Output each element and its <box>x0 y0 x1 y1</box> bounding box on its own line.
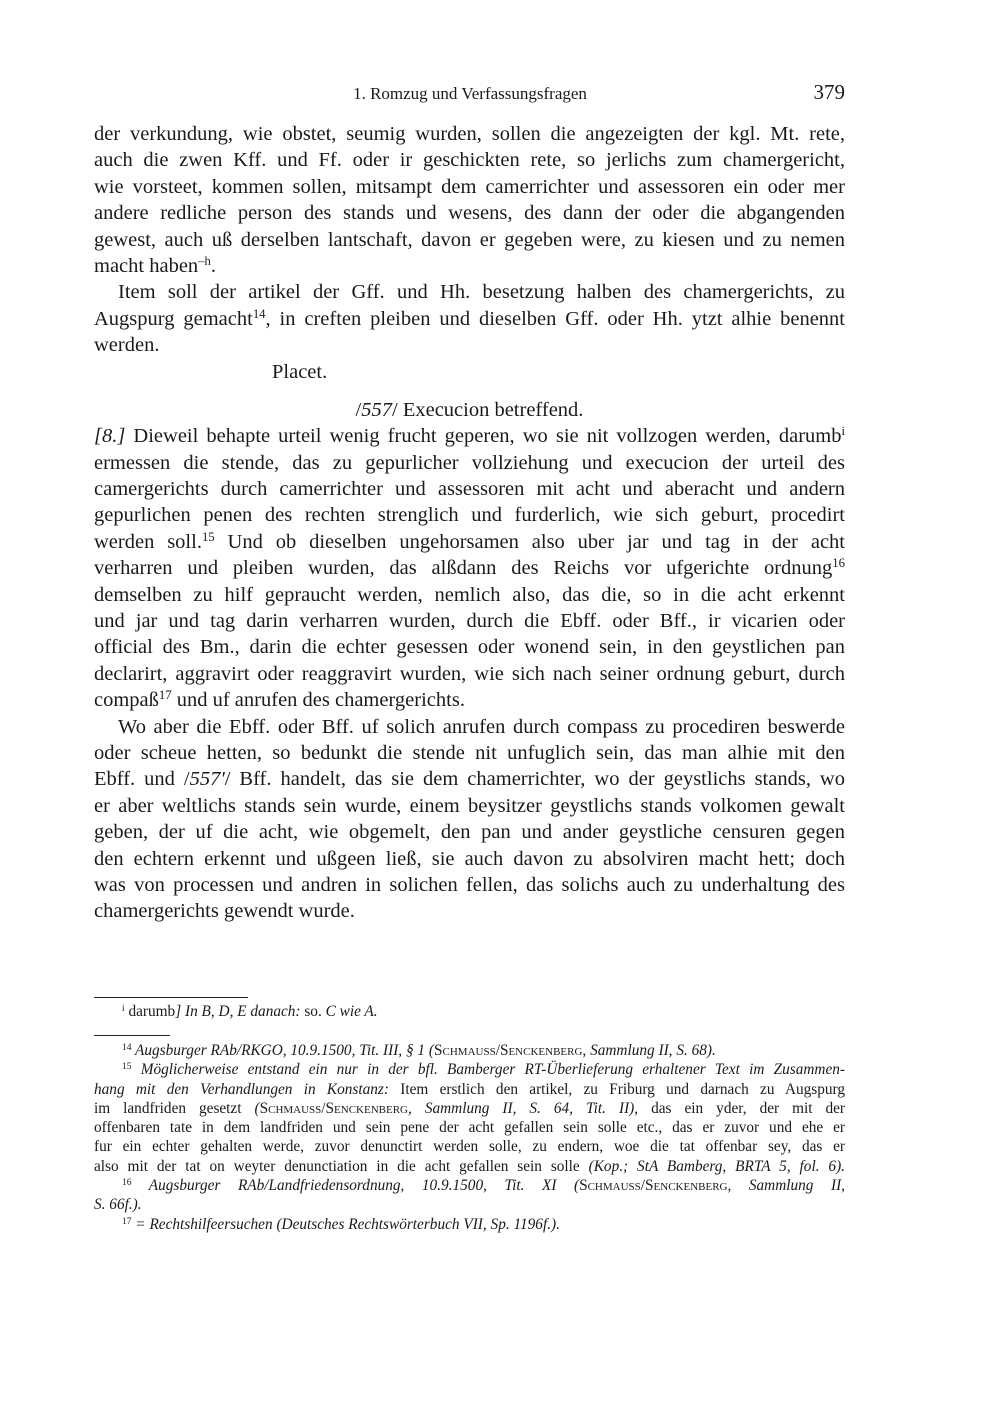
text-line <box>94 279 845 305</box>
text-segment: ( <box>254 1099 260 1117</box>
text-segment: ] In B, D, E danach: <box>175 1003 301 1020</box>
text-segment: 557' <box>189 768 225 791</box>
text-line <box>94 174 845 200</box>
footnote-marker: 17 <box>122 1216 132 1227</box>
text-segment: und uf anrufen des chamergerichts. <box>171 689 465 712</box>
text-line <box>94 147 845 173</box>
text-line <box>94 502 845 528</box>
text-segment: S. 66f.). <box>94 1196 142 1214</box>
footnote-line <box>94 1041 845 1060</box>
text-segment: official des Bm., darin die echter gesessen oder wonend sein, in den geystlichen pan <box>94 636 845 659</box>
footnote-marker: 14 <box>122 1042 132 1053</box>
text-segment: , das ein yder, der mit der <box>634 1099 846 1117</box>
text-line <box>94 714 845 740</box>
footnote-marker: –h <box>198 253 211 268</box>
footnote-marker: 14 <box>252 306 266 321</box>
text-segment: compaß <box>94 689 159 712</box>
footnote-line <box>94 1215 845 1234</box>
footnote-marker: i <box>841 424 845 439</box>
footnote-line <box>94 1060 845 1079</box>
text-segment: Wo aber die Ebff. oder Bff. uf solich anrufen durch compass zu procediren beswerde <box>118 715 845 738</box>
text-segment: im landfriden gesetzt <box>94 1099 255 1117</box>
text-segment: was von processen und andren in solichen fellen, das solichs auch zu underhaltung des <box>94 873 845 896</box>
text-segment: chamergerichts gewendt wurde. <box>94 900 355 923</box>
text-segment: Augspurg gemacht <box>94 307 253 330</box>
text-segment: verharren und pleiben wurden, das alßdann des Reichs vor ufgerichte ordnung <box>94 557 833 580</box>
text-line <box>94 423 845 449</box>
text-segment: ermessen die stende, das zu gepurlicher vollziehung und execucion der urteil des <box>94 451 845 474</box>
text-segment: Item erstlich den artikel, zu Friburg und darnach zu Augspurg <box>388 1080 846 1098</box>
text-line <box>94 687 845 713</box>
text-line <box>94 872 845 898</box>
footnote-marker: 16 <box>122 1177 132 1188</box>
text-segment: also mit der tat on weyter denunctiation in die acht gefallen sein solle <box>94 1157 589 1175</box>
text-segment: C wie A. <box>325 1003 378 1020</box>
text-segment: , Sammlung II, <box>727 1177 845 1195</box>
text-segment: . <box>210 254 216 277</box>
text-segment: Und ob dieselben ungehorsamen also uber jar und tag in der acht <box>214 530 845 553</box>
footnote-line <box>94 1137 845 1156</box>
footnote-line <box>94 1080 845 1099</box>
text-line <box>94 555 845 581</box>
text-segment: Schmauss/Senckenberg <box>579 1177 728 1195</box>
footnote-rule-variants <box>94 997 248 998</box>
text-segment: Ebff. und / <box>94 768 190 791</box>
text-line <box>94 819 845 845</box>
text-segment: werden soll. <box>94 530 202 553</box>
text-line <box>94 476 845 502</box>
text-segment: Möglicherweise entstand ein nur in der bfl. Bamberger RT-Überlieferung erhaltener Text im Zusammen- <box>131 1061 845 1079</box>
text-segment: den echtern erkennt und ußgeen ließ, sie auch davon zu absolviren macht hett; doch <box>94 847 845 870</box>
text-segment: , Sammlung II, S. 64, Tit. II) <box>408 1099 635 1117</box>
footnote-line <box>94 1099 845 1118</box>
footnote-line <box>94 1118 845 1137</box>
text-segment: camergerichts durch camerrichter und assessoren mit acht und aberacht und andern <box>94 478 845 501</box>
text-line <box>94 661 845 687</box>
text-segment: so. <box>300 1003 326 1020</box>
main-text <box>94 121 845 925</box>
text-segment: , Sammlung II, S. 68). <box>582 1042 716 1059</box>
text-segment: andere redliche person des stands und wesens, des dann der oder die abgangenden <box>94 202 845 225</box>
text-segment: demselben zu hilf gepraucht werden, nemlich also, das die, so in die acht erkennt <box>94 583 845 606</box>
text-segment: macht haben <box>94 254 199 277</box>
text-segment: / Execucion betreffend. <box>392 398 584 421</box>
footnote-marker: 16 <box>832 556 845 571</box>
footnote-line <box>94 1157 845 1176</box>
text-line <box>94 253 845 279</box>
text-line <box>94 529 845 555</box>
text-segment: hang mit den Verhandlungen in Konstanz: <box>94 1080 389 1098</box>
text-segment: declarirt, aggravirt oder reaggravirt wurden, wie sich nach seiner ordnung geburt, durch <box>94 662 845 685</box>
text-segment: gepurlichen penen des rechten strenglich und furderlich, wie sich geburt, procedirt <box>94 504 845 527</box>
text-line <box>94 450 845 476</box>
footnote-marker: 17 <box>158 688 172 703</box>
text-line <box>94 766 845 792</box>
text-segment: Dieweil behapte urteil wenig frucht geperen, wo sie nit vollzogen werden, darumb <box>125 425 842 448</box>
text-line <box>94 846 845 872</box>
text-segment: wie vorsteet, kommen sollen, mitsampt dem camerrichter und assessoren ein oder mer <box>94 175 845 198</box>
page-number: 379 <box>813 80 845 104</box>
text-segment: [8.] <box>94 425 126 448</box>
text-segment: Augsburger RAb/RKGO, 10.9.1500, Tit. III, § 1 ( <box>131 1042 435 1059</box>
text-segment: und jar und tag darin verharren wurden, durch die Ebff. oder Bff., ir vicarien oder <box>94 610 845 633</box>
footnote-marker: 15 <box>122 1062 132 1073</box>
text-segment: , in creften pleiben und dieselben Gff. oder Hh. ytzt alhie benennt <box>265 307 845 330</box>
text-segment: / <box>355 398 362 421</box>
text-line <box>94 608 845 634</box>
text-segment: der verkundung, wie obstet, seumig wurden, sollen die angezeigten der kgl. Mt. rete, <box>94 123 845 145</box>
text-line <box>94 227 845 253</box>
text-segment: werden. <box>94 334 160 357</box>
text-line <box>94 793 845 819</box>
footnote-rule-notes <box>94 1035 170 1036</box>
text-segment: fur ein echter gehalten werde, zuvor denunctirt werden solle, zu endern, woe die tat offenbar sey, das er <box>94 1138 845 1156</box>
footnotes <box>94 1041 845 1234</box>
text-segment: Schmauss/Senckenberg <box>259 1099 408 1117</box>
text-segment: (Kop.; StA Bamberg, BRTA 5, fol. 6). <box>588 1157 845 1175</box>
text-segment: = Rechtshilfeersuchen (Deutsches Rechtswörterbuch VII, Sp. 1196f.). <box>131 1215 560 1233</box>
text-segment: Schmauss/Senckenberg <box>434 1042 583 1059</box>
text-segment: Item soll der artikel der Gff. und Hh. besetzung halben des chamergerichts, zu <box>118 281 845 304</box>
text-segment: geben, der uf die acht, wie obgemelt, den pan und ander geystliche censuren gegen <box>94 821 845 844</box>
text-segment: oder scheue hetten, so bedunkt die stende nit unfuglich sein, das man alhie mit den <box>94 741 845 764</box>
text-line <box>94 306 845 332</box>
variant-note-line <box>94 1002 845 1021</box>
text-line <box>94 121 845 147</box>
text-line <box>94 740 845 766</box>
text-line <box>94 634 845 660</box>
running-header-title: 1. Romzug und Verfassungsfragen <box>353 84 587 103</box>
text-line <box>94 397 845 423</box>
variant-notes <box>94 1002 845 1021</box>
text-line <box>94 200 845 226</box>
text-line <box>94 332 845 358</box>
text-segment: 557 <box>361 398 392 421</box>
text-segment: darumb <box>124 1003 176 1020</box>
footnote-marker: 15 <box>201 529 215 544</box>
text-segment: Augsburger RAb/Landfriedensordnung, 10.9.1500, Tit. XI ( <box>131 1177 580 1195</box>
text-segment: / Bff. handelt, das sie dem chamerrichter, wo der geystlichs stands, wo <box>224 768 845 791</box>
text-segment: offenbaren tate in dem landfriden und sein pene der acht gefallen sein solle etc., das er zuvor und ehe er <box>94 1119 845 1137</box>
text-segment: gewest, auch uß derselben lantschaft, davon er gegeben were, zu kiesen und zu nemen <box>94 228 845 251</box>
text-segment: Placet. <box>272 360 328 383</box>
footnote-line <box>94 1176 845 1195</box>
footnote-line <box>94 1195 845 1214</box>
text-segment: auch die zwen Kff. und Ff. oder ir geschickten rete, so jerlichs zum chamergericht, <box>94 149 845 172</box>
text-line <box>94 359 845 385</box>
text-line <box>94 898 845 924</box>
footnote-marker: i <box>122 1003 125 1014</box>
text-segment: er aber weltlichs stands sein wurde, einem beysitzer geystlichs stands volkomen gewalt <box>94 794 845 817</box>
text-line <box>94 582 845 608</box>
